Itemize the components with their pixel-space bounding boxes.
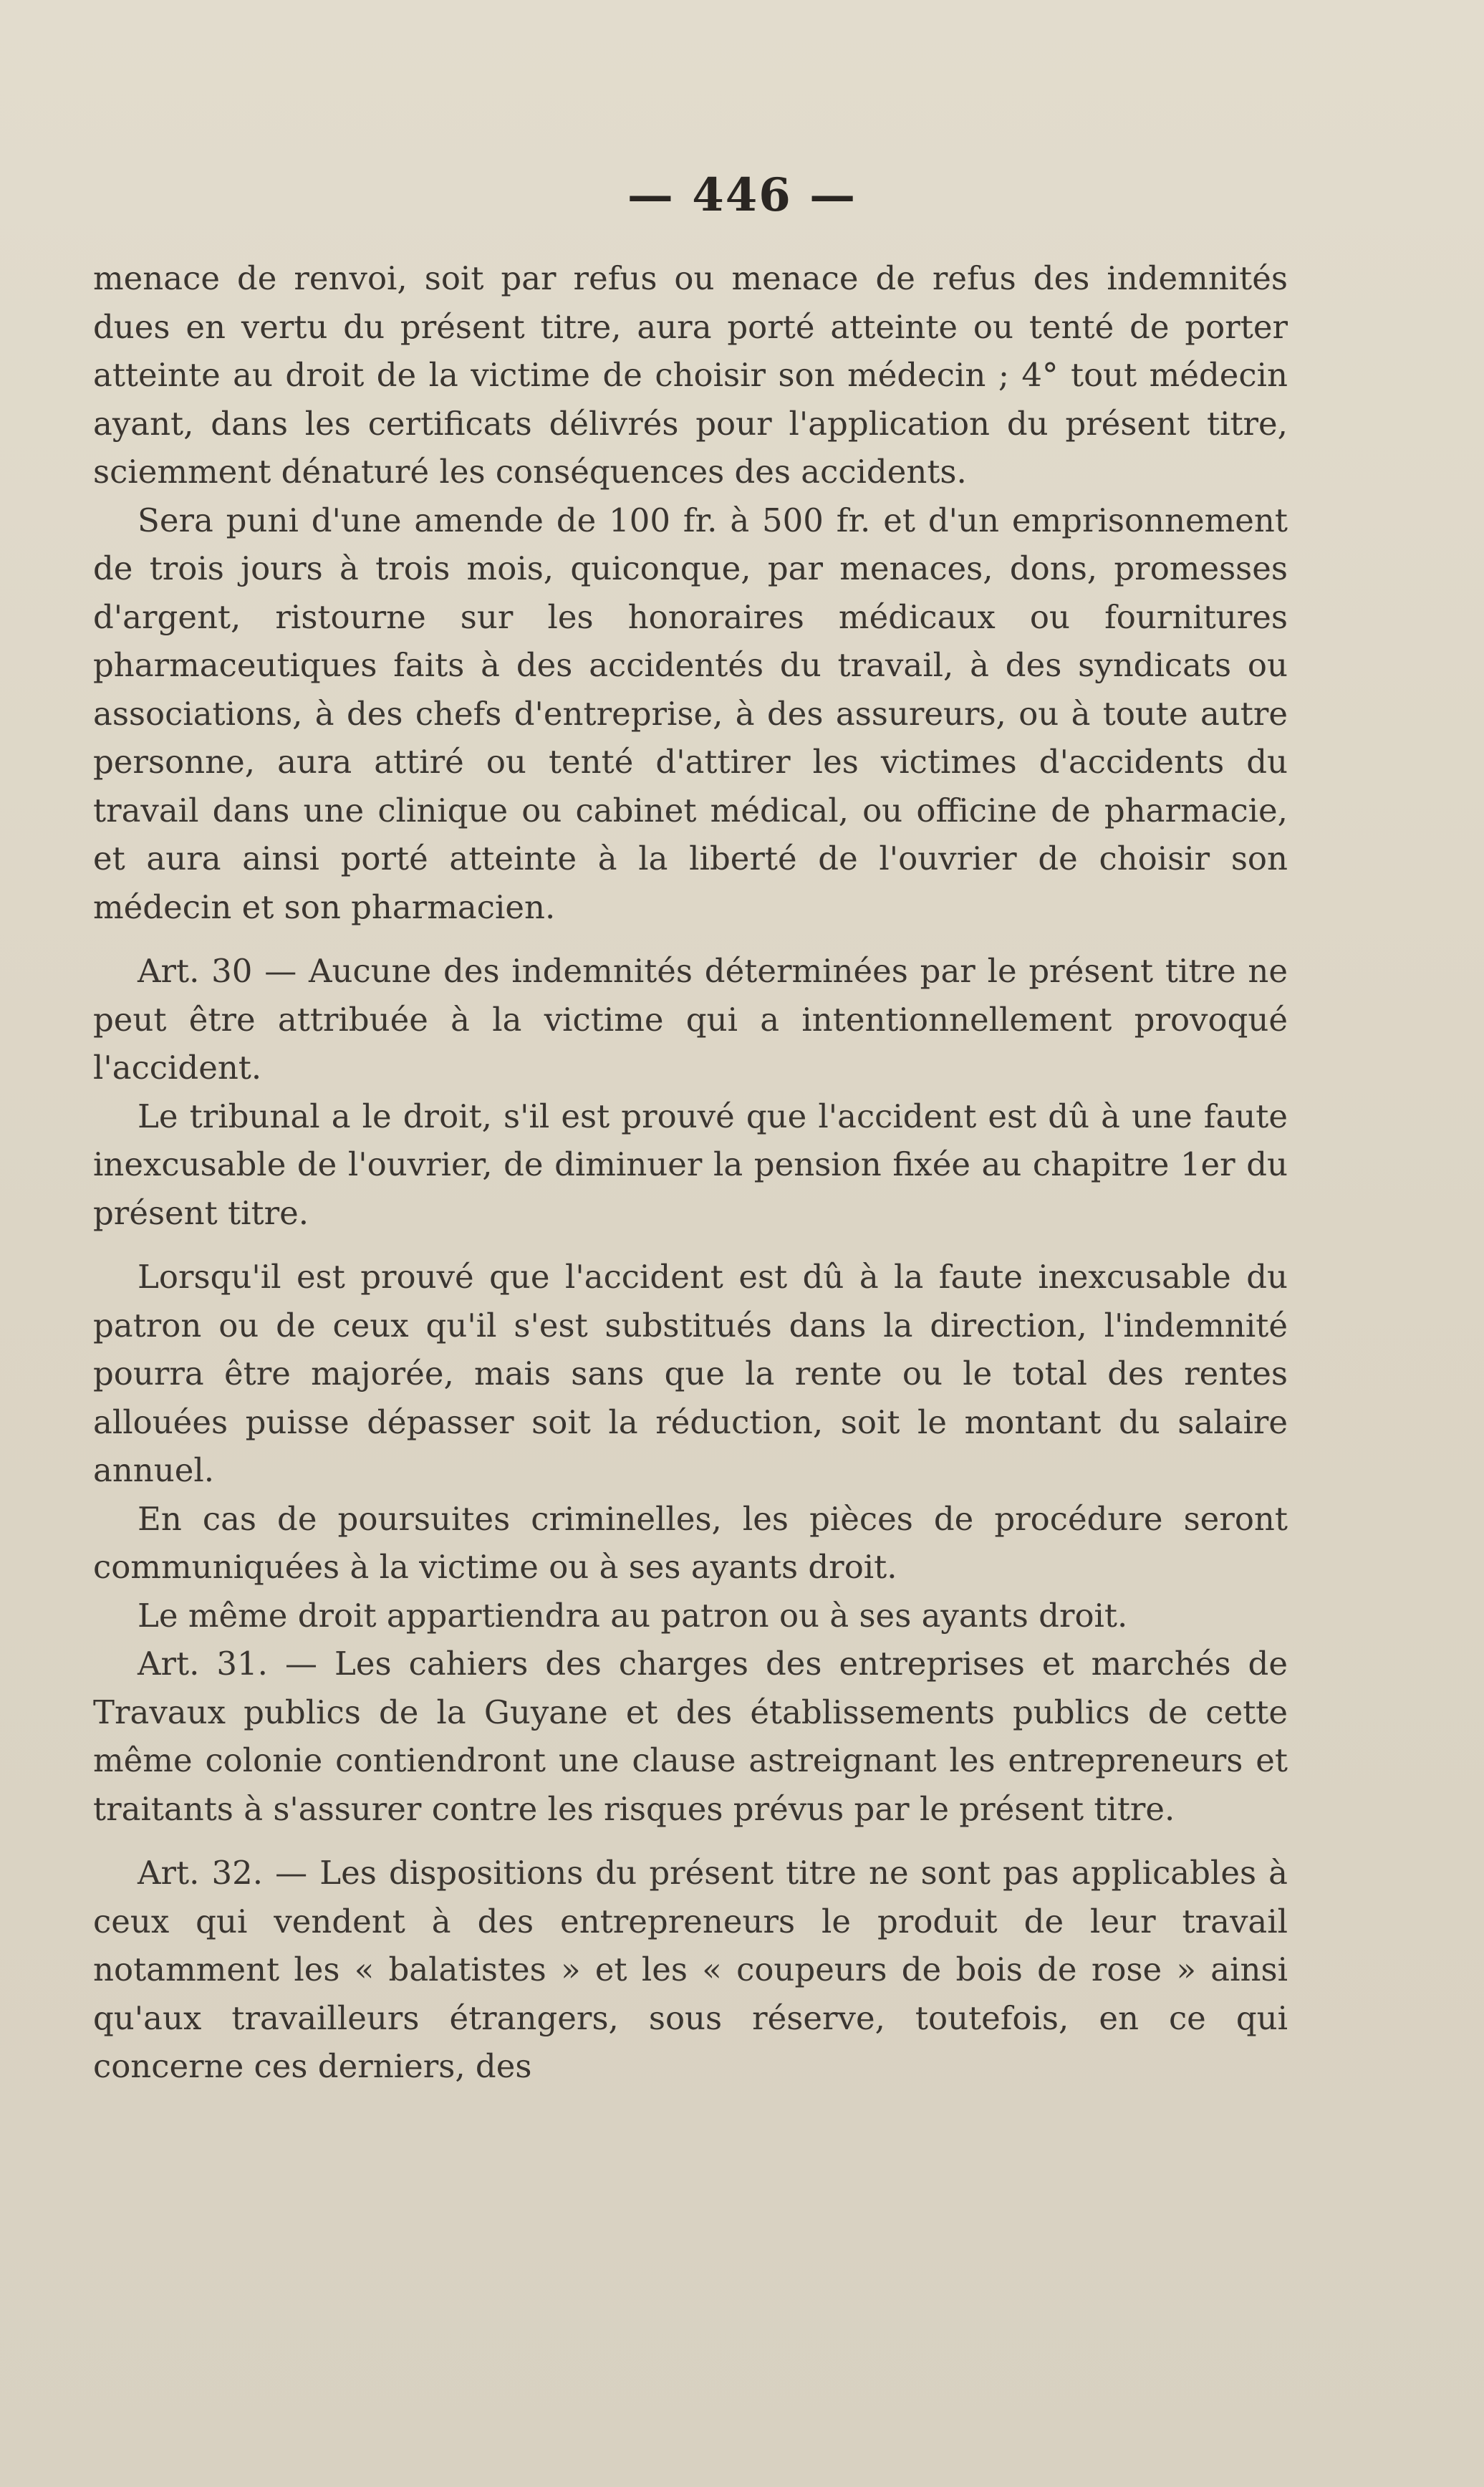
paragraph: Sera puni d'une amende de 100 fr. à 500 fr. et d'un emprisonnement de trois jours à trois mois, quiconque, par menaces, dons, promesses d'argent, ristourne sur les honoraires médicaux ou fournitures pharmaceutiques faits à des accidentés du travail, à des syndicats ou associations, à des chefs d'entreprise, à des assureurs, ou à toute autre personne, aura attiré ou tenté d'attirer les victimes d'accidents du travail dans une clinique ou cabinet médical, ou officine de pharmacie, et aura ainsi porté atteinte à la liberté de l'ouvrier de choisir son médecin et son pharmacien. xyxy=(93,501,1288,926)
paragraph: menace de renvoi, soit par refus ou menace de refus des indemnités dues en vertu du présent titre, aura porté atteinte ou tenté de porter atteinte au droit de la victime de choisir son médecin ; 4° tout médecin ayant, dans les certificats délivrés pour l'application du présent titre, sciemment dénaturé les conséquences des accidents. xyxy=(93,259,1288,491)
paragraph-art-31: Art. 31. — Les cahiers des charges des entreprises et marchés de Travaux publics de la Guyane et des établissements publics de cette même colonie contiendront une clause astreignant les entrepreneurs et traitants à s'assurer contre les risques prévus par le présent titre. xyxy=(93,1645,1288,1828)
paragraph: En cas de poursuites criminelles, les pièces de procédure seront communiquées à la victime ou à ses ayants droit. xyxy=(93,1499,1288,1586)
paragraph: Le même droit appartiendra au patron ou à ses ayants droit. xyxy=(138,1596,1128,1635)
paragraph-art-30: Art. 30 — Aucune des indemnités déterminées par le présent titre ne peut être attribuée à la victime qui a intentionnellement provoqué l'accident. xyxy=(93,952,1288,1087)
paragraph: Le tribunal a le droit, s'il est prouvé que l'accident est dû à une faute inexcusable de l'ouvrier, de diminuer la pension fixée au chapitre 1er du présent titre. xyxy=(93,1097,1288,1232)
body-text xyxy=(93,254,1288,2091)
page-number: — 446 — xyxy=(627,168,857,222)
paragraph-art-32: Art. 32. — Les dispositions du présent titre ne sont pas applicables à ceux qui vendent à des entrepreneurs le produit de leur travail notamment les « balatistes » et les « coupeurs de bois de rose » ainsi qu'aux travailleurs étrangers, sous réserve, toutefois, en ce qui concerne ces derniers, des xyxy=(93,1854,1288,2085)
paragraph: Lorsqu'il est prouvé que l'accident est dû à la faute inexcusable du patron ou de ceux qu'il s'est substitués dans la direction, l'indemnité pourra être majorée, mais sans que la rente ou le total des rentes allouées puisse dépasser soit la réduction, soit le montant du salaire annuel. xyxy=(93,1258,1288,1489)
